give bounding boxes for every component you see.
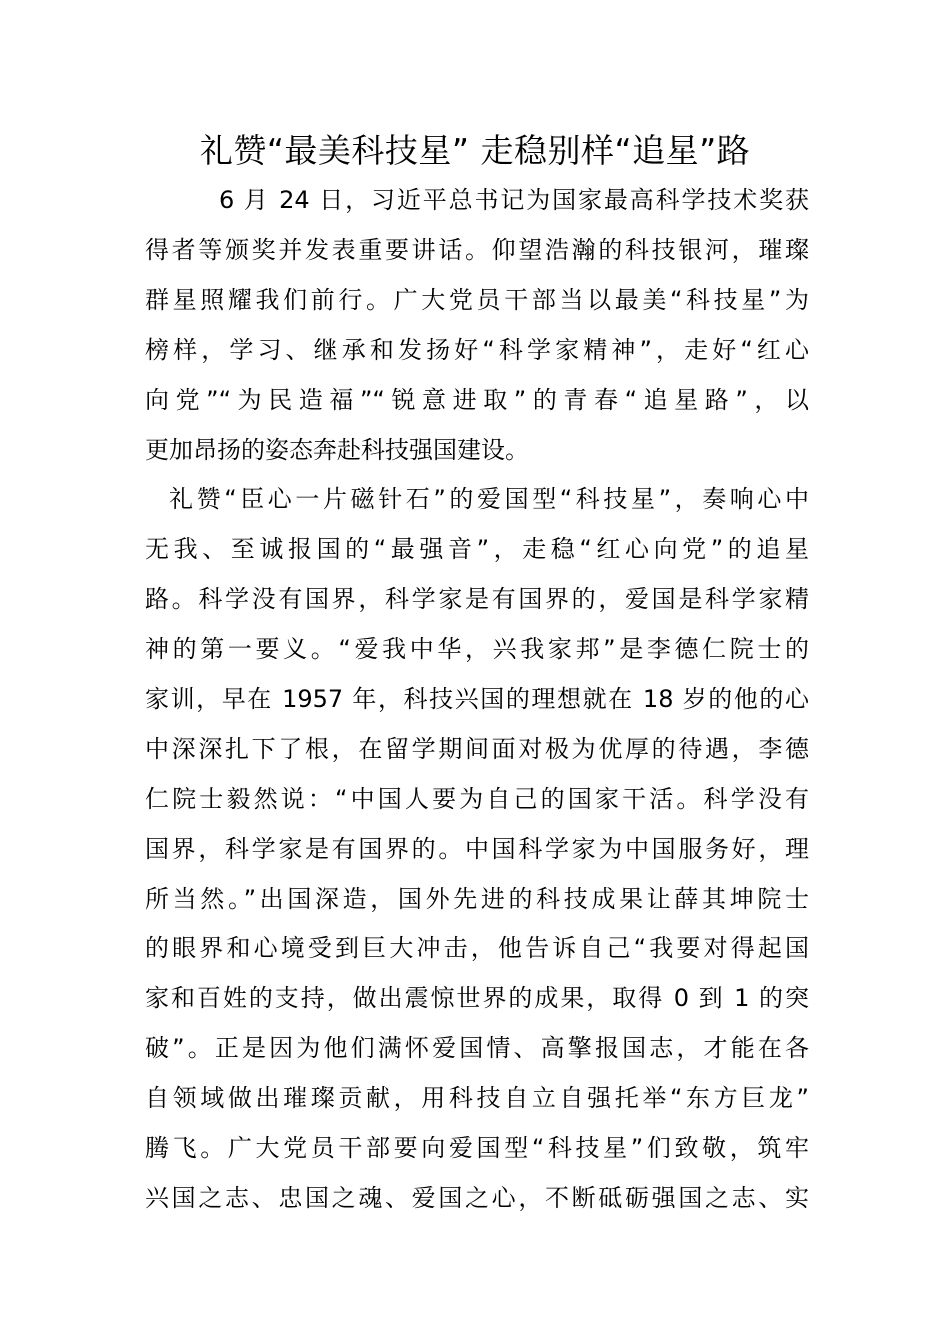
paragraph-1-line-6: 更加昂扬的姿态奔赴科技强国建设。 [145,436,529,464]
paragraph-2-line-15: 兴国之志、忠国之魂、爱国之心，不断砥砺强国之志、实 [145,1184,809,1212]
paragraph-1-line-2: 得者等颁奖并发表重要讲话。仰望浩瀚的科技银河，璀璨 [145,236,809,264]
paragraph-2-line-3: 路。科学没有国界，科学家是有国界的，爱国是科学家精 [145,585,809,613]
paragraph-1-line-3: 群星照耀我们前行。广大党员干部当以最美“科技星”为 [145,286,809,314]
paragraph-2-line-13: 自领域做出璀璨贡献，用科技自立自强托举“东方巨龙” [145,1084,809,1112]
paragraph-2-line-4: 神的第一要义。“爱我中华，兴我家邦”是李德仁院士的 [145,635,809,663]
paragraph-2-line-2: 无我、至诚报国的“最强音”，走稳“红心向党”的追星 [145,535,809,563]
paragraph-2-line-9: 所当然。”出国深造，国外先进的科技成果让薛其坤院士 [145,885,809,913]
paragraph-1-line-4: 榜样，学习、继承和发扬好“科学家精神”，走好“红心 [145,336,809,364]
paragraph-2-line-6: 中深深扎下了根，在留学期间面对极为优厚的待遇，李德 [145,735,809,763]
paragraph-2-line-10: 的眼界和心境受到巨大冲击，他告诉自己“我要对得起国 [145,934,809,962]
paragraph-2-line-14: 腾飞。广大党员干部要向爱国型“科技星”们致敬，筑牢 [145,1134,809,1162]
paragraph-2-line-5: 家训，早在 1957 年，科技兴国的理想就在 18 岁的他的心 [145,685,809,713]
paragraph-2-line-1: 礼赞“臣心一片磁针石”的爱国型“科技星”，奏响心中 [169,485,809,513]
document-title: 礼赞“最美科技星” 走稳别样“追星”路 [199,131,751,170]
paragraph-2-line-7: 仁院士毅然说：“中国人要为自己的国家干活。科学没有 [145,785,809,813]
paragraph-2-line-12: 破”。正是因为他们满怀爱国情、高擎报国志，才能在各 [145,1034,809,1062]
paragraph-1-line-5: 向党”“为民造福”“锐意进取”的青春“追星路”，以 [145,386,809,414]
paragraph-2-line-11: 家和百姓的支持，做出震惊世界的成果，取得 0 到 1 的突 [145,984,809,1012]
paragraph-2-line-8: 国界，科学家是有国界的。中国科学家为中国服务好，理 [145,835,809,863]
paragraph-1-line-1: 6 月 24 日，习近平总书记为国家最高科学技术奖获 [219,186,809,214]
